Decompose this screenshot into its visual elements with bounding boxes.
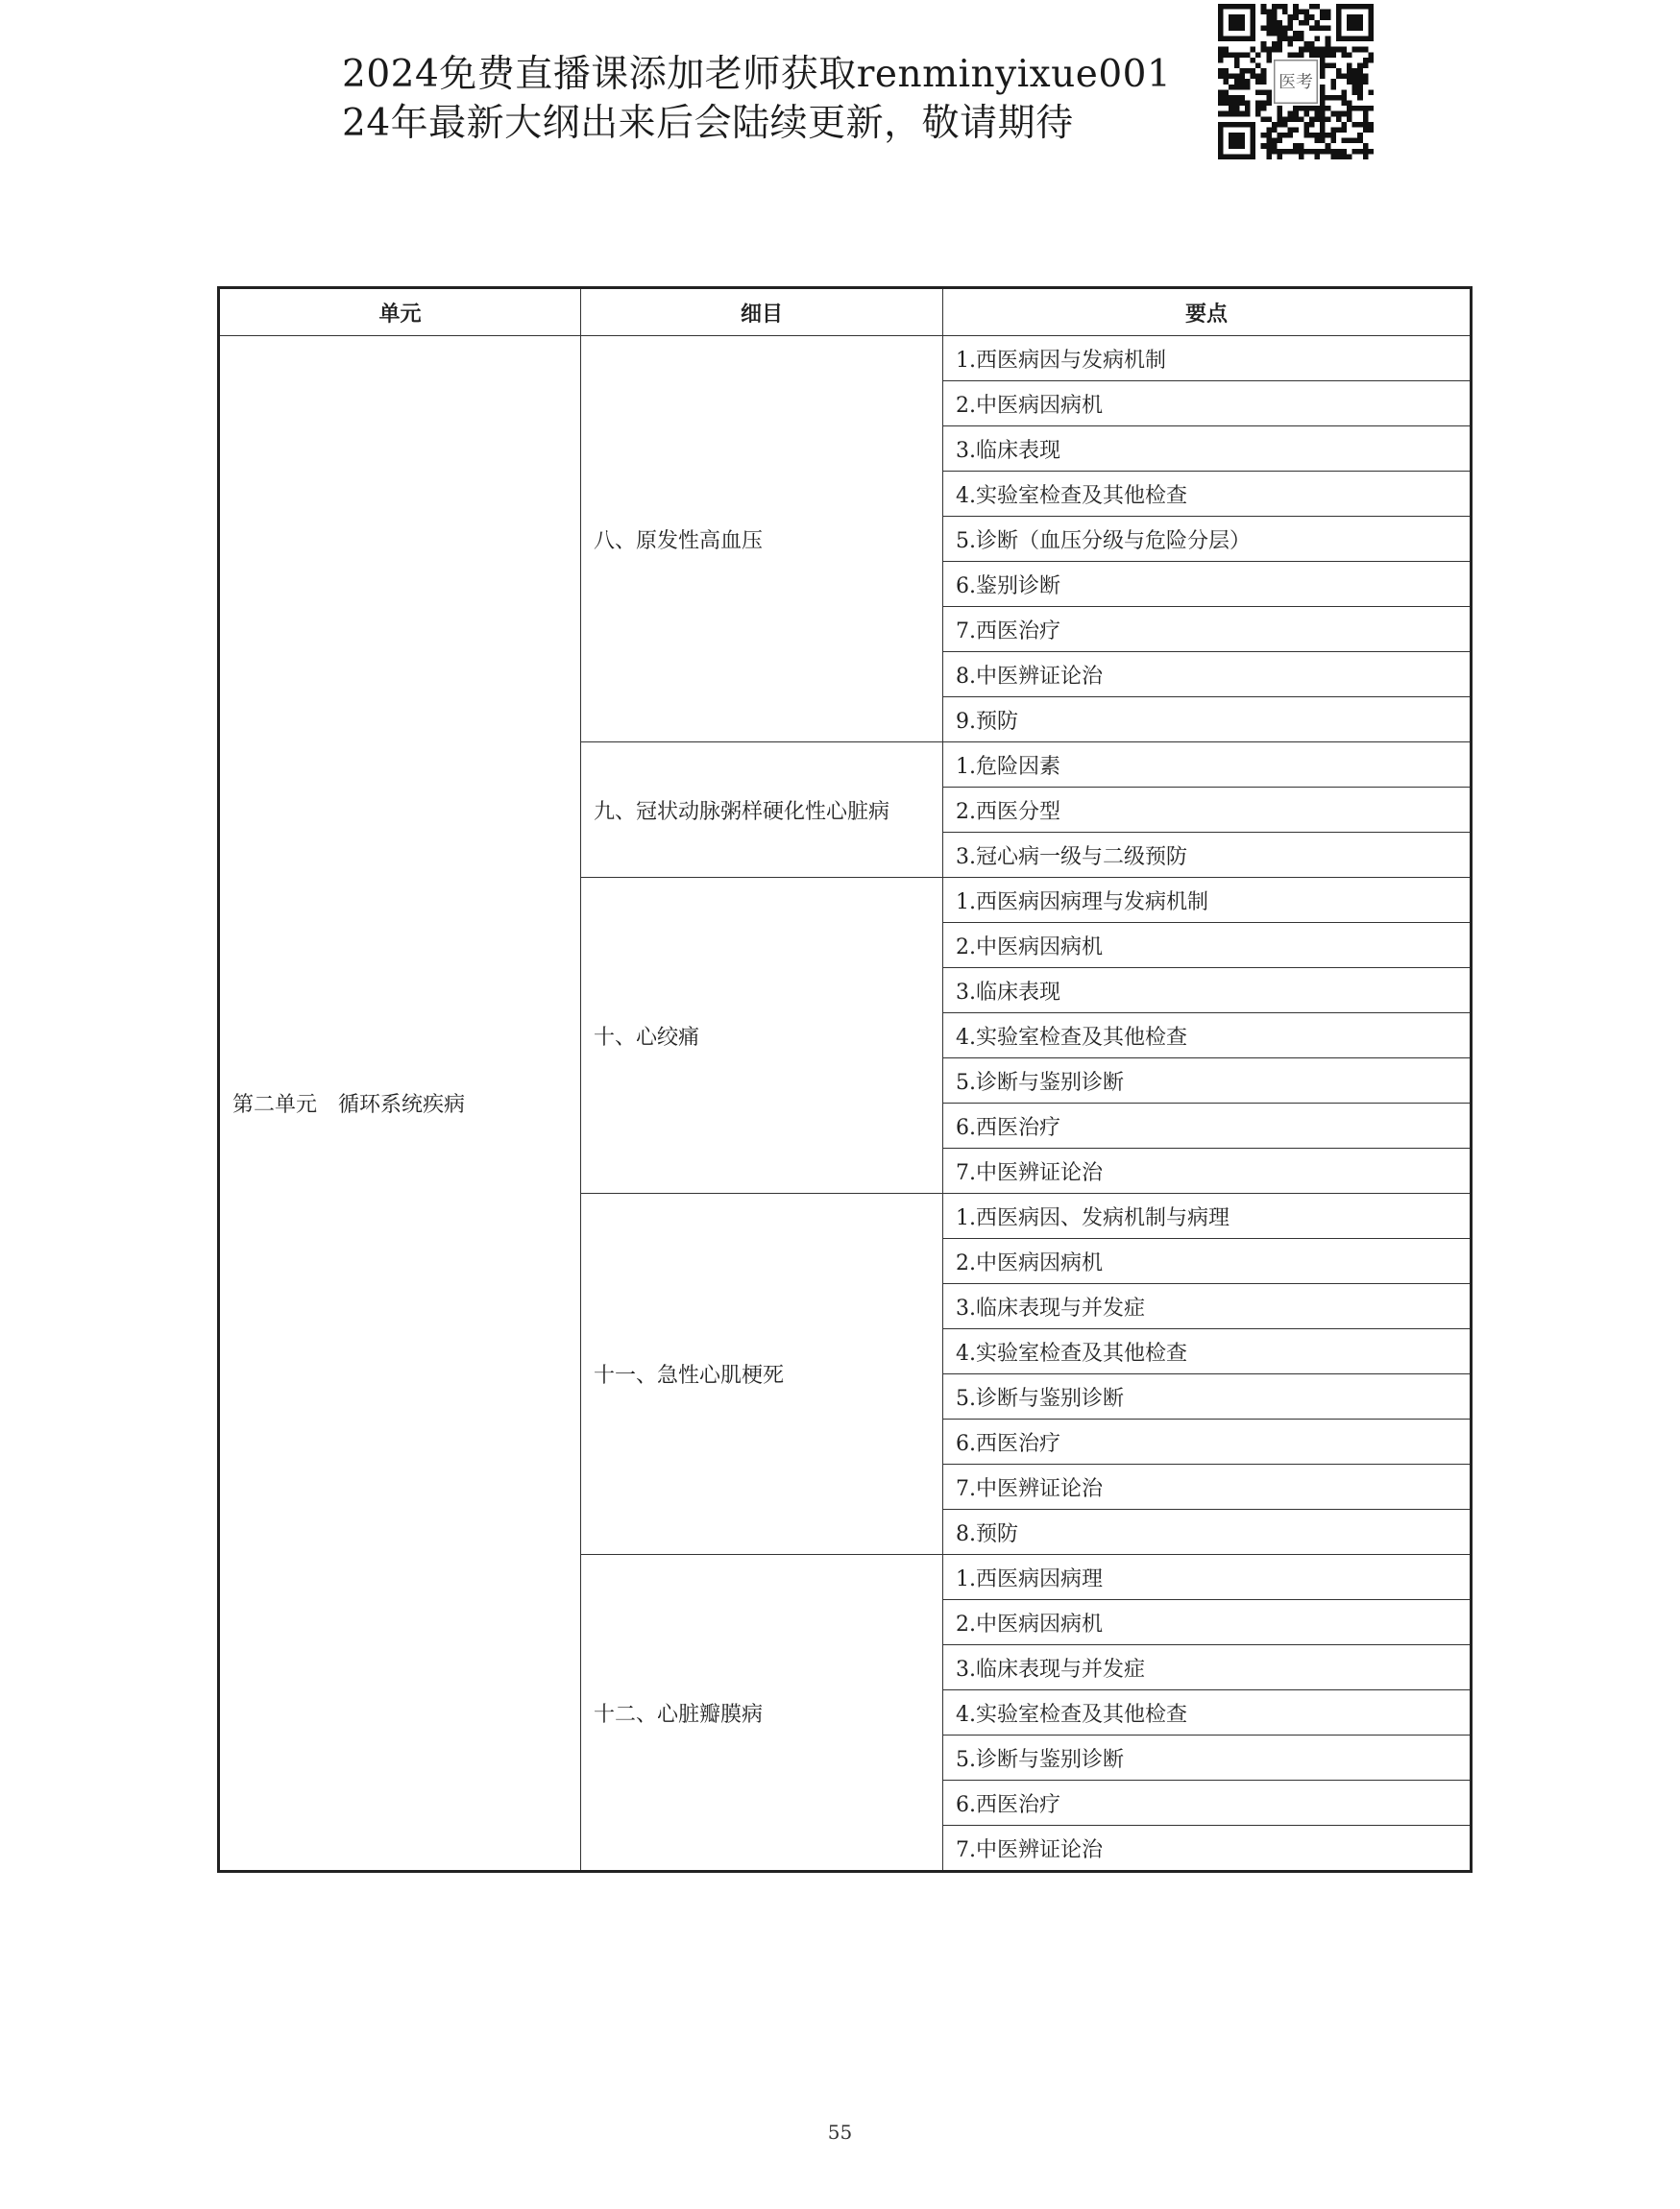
promo-banner — [342, 50, 1171, 148]
point-cell: 5.诊断（血压分级与危险分层） — [943, 517, 1472, 562]
point-cell: 4.实验室检查及其他检查 — [943, 1013, 1472, 1058]
table-row — [219, 336, 1472, 381]
page-number: 55 — [827, 2121, 853, 2144]
point-cell: 2.中医病因病机 — [943, 923, 1472, 968]
point-cell: 2.西医分型 — [943, 788, 1472, 833]
table-body — [219, 336, 1472, 1872]
point-cell: 7.中医辨证论治 — [943, 1149, 1472, 1194]
point-cell: 2.中医病因病机 — [943, 1239, 1472, 1284]
point-cell: 3.冠心病一级与二级预防 — [943, 833, 1472, 878]
point-cell: 7.中医辨证论治 — [943, 1826, 1472, 1872]
point-cell: 1.西医病因与发病机制 — [943, 336, 1472, 381]
point-cell: 1.西医病因、发病机制与病理 — [943, 1194, 1472, 1239]
promo-line-2: 24年最新大纲出来后会陆续更新，敬请期待 — [342, 102, 1074, 145]
point-cell: 7.中医辨证论治 — [943, 1465, 1472, 1510]
point-cell: 3.临床表现 — [943, 968, 1472, 1013]
header-points: 要点 — [943, 288, 1472, 336]
point-cell: 3.临床表现与并发症 — [943, 1284, 1472, 1329]
point-cell: 1.危险因素 — [943, 742, 1472, 788]
topic-cell: 十、心绞痛 — [581, 878, 943, 1194]
point-cell: 6.西医治疗 — [943, 1104, 1472, 1149]
point-cell: 4.实验室检查及其他检查 — [943, 472, 1472, 517]
point-cell: 9.预防 — [943, 697, 1472, 742]
point-cell: 2.中医病因病机 — [943, 1600, 1472, 1645]
point-cell: 8.中医辨证论治 — [943, 652, 1472, 697]
topic-cell: 十二、心脏瓣膜病 — [581, 1555, 943, 1872]
point-cell: 4.实验室检查及其他检查 — [943, 1329, 1472, 1374]
point-cell: 6.西医治疗 — [943, 1420, 1472, 1465]
topic-cell: 九、冠状动脉粥样硬化性心脏病 — [581, 742, 943, 878]
table-header-row — [219, 288, 1472, 336]
point-cell: 2.中医病因病机 — [943, 381, 1472, 426]
point-cell: 4.实验室检查及其他检查 — [943, 1690, 1472, 1736]
syllabus-table — [217, 286, 1473, 1873]
point-cell: 3.临床表现与并发症 — [943, 1645, 1472, 1690]
qr-center-logo: 医考 — [1278, 72, 1313, 93]
point-cell: 6.西医治疗 — [943, 1781, 1472, 1826]
point-cell: 3.临床表现 — [943, 426, 1472, 472]
point-cell: 5.诊断与鉴别诊断 — [943, 1736, 1472, 1781]
point-cell: 1.西医病因病理 — [943, 1555, 1472, 1600]
promo-line-1: 2024免费直播课添加老师获取renminyixue001 — [342, 53, 1172, 96]
topic-cell: 八、原发性高血压 — [581, 336, 943, 742]
header-topic: 细目 — [581, 288, 943, 336]
point-cell: 7.西医治疗 — [943, 607, 1472, 652]
header-unit: 单元 — [219, 288, 581, 336]
point-cell: 1.西医病因病理与发病机制 — [943, 878, 1472, 923]
unit-cell: 第二单元 循环系统疾病 — [219, 336, 581, 1872]
point-cell: 6.鉴别诊断 — [943, 562, 1472, 607]
topic-cell: 十一、急性心肌梗死 — [581, 1194, 943, 1555]
point-cell: 5.诊断与鉴别诊断 — [943, 1058, 1472, 1104]
qr-code-icon[interactable] — [1218, 4, 1374, 159]
point-cell: 5.诊断与鉴别诊断 — [943, 1374, 1472, 1420]
point-cell: 8.预防 — [943, 1510, 1472, 1555]
